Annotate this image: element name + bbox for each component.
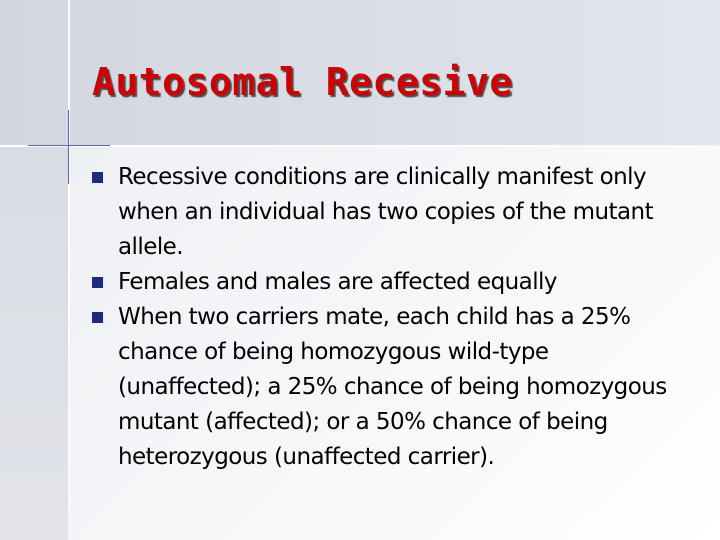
bullet-list — [92, 160, 682, 475]
bullet-item — [92, 300, 682, 475]
slide-title: Autosomal Recesive — [92, 60, 513, 104]
crosshair-horizontal-line — [28, 145, 110, 146]
bullet-text: Females and males are affected equally — [118, 269, 557, 295]
square-bullet-icon — [92, 172, 103, 183]
vertical-divider-line — [68, 0, 70, 540]
bullet-item — [92, 160, 682, 265]
left-background-band — [0, 146, 68, 540]
crosshair-vertical-line — [68, 110, 69, 184]
bullet-text: When two carriers mate, each child has a 25% chance of being homozygous wild-type (unaffected); a 25% chance of being homozygous mutant (affected); or a 50% chance of being heterozygous (unaffected carrier). — [118, 304, 667, 470]
bullet-text: Recessive conditions are clinically manifest only when an individual has two copies of the mutant allele. — [118, 164, 654, 260]
square-bullet-icon — [92, 277, 103, 288]
bullet-item — [92, 265, 682, 300]
square-bullet-icon — [92, 312, 103, 323]
